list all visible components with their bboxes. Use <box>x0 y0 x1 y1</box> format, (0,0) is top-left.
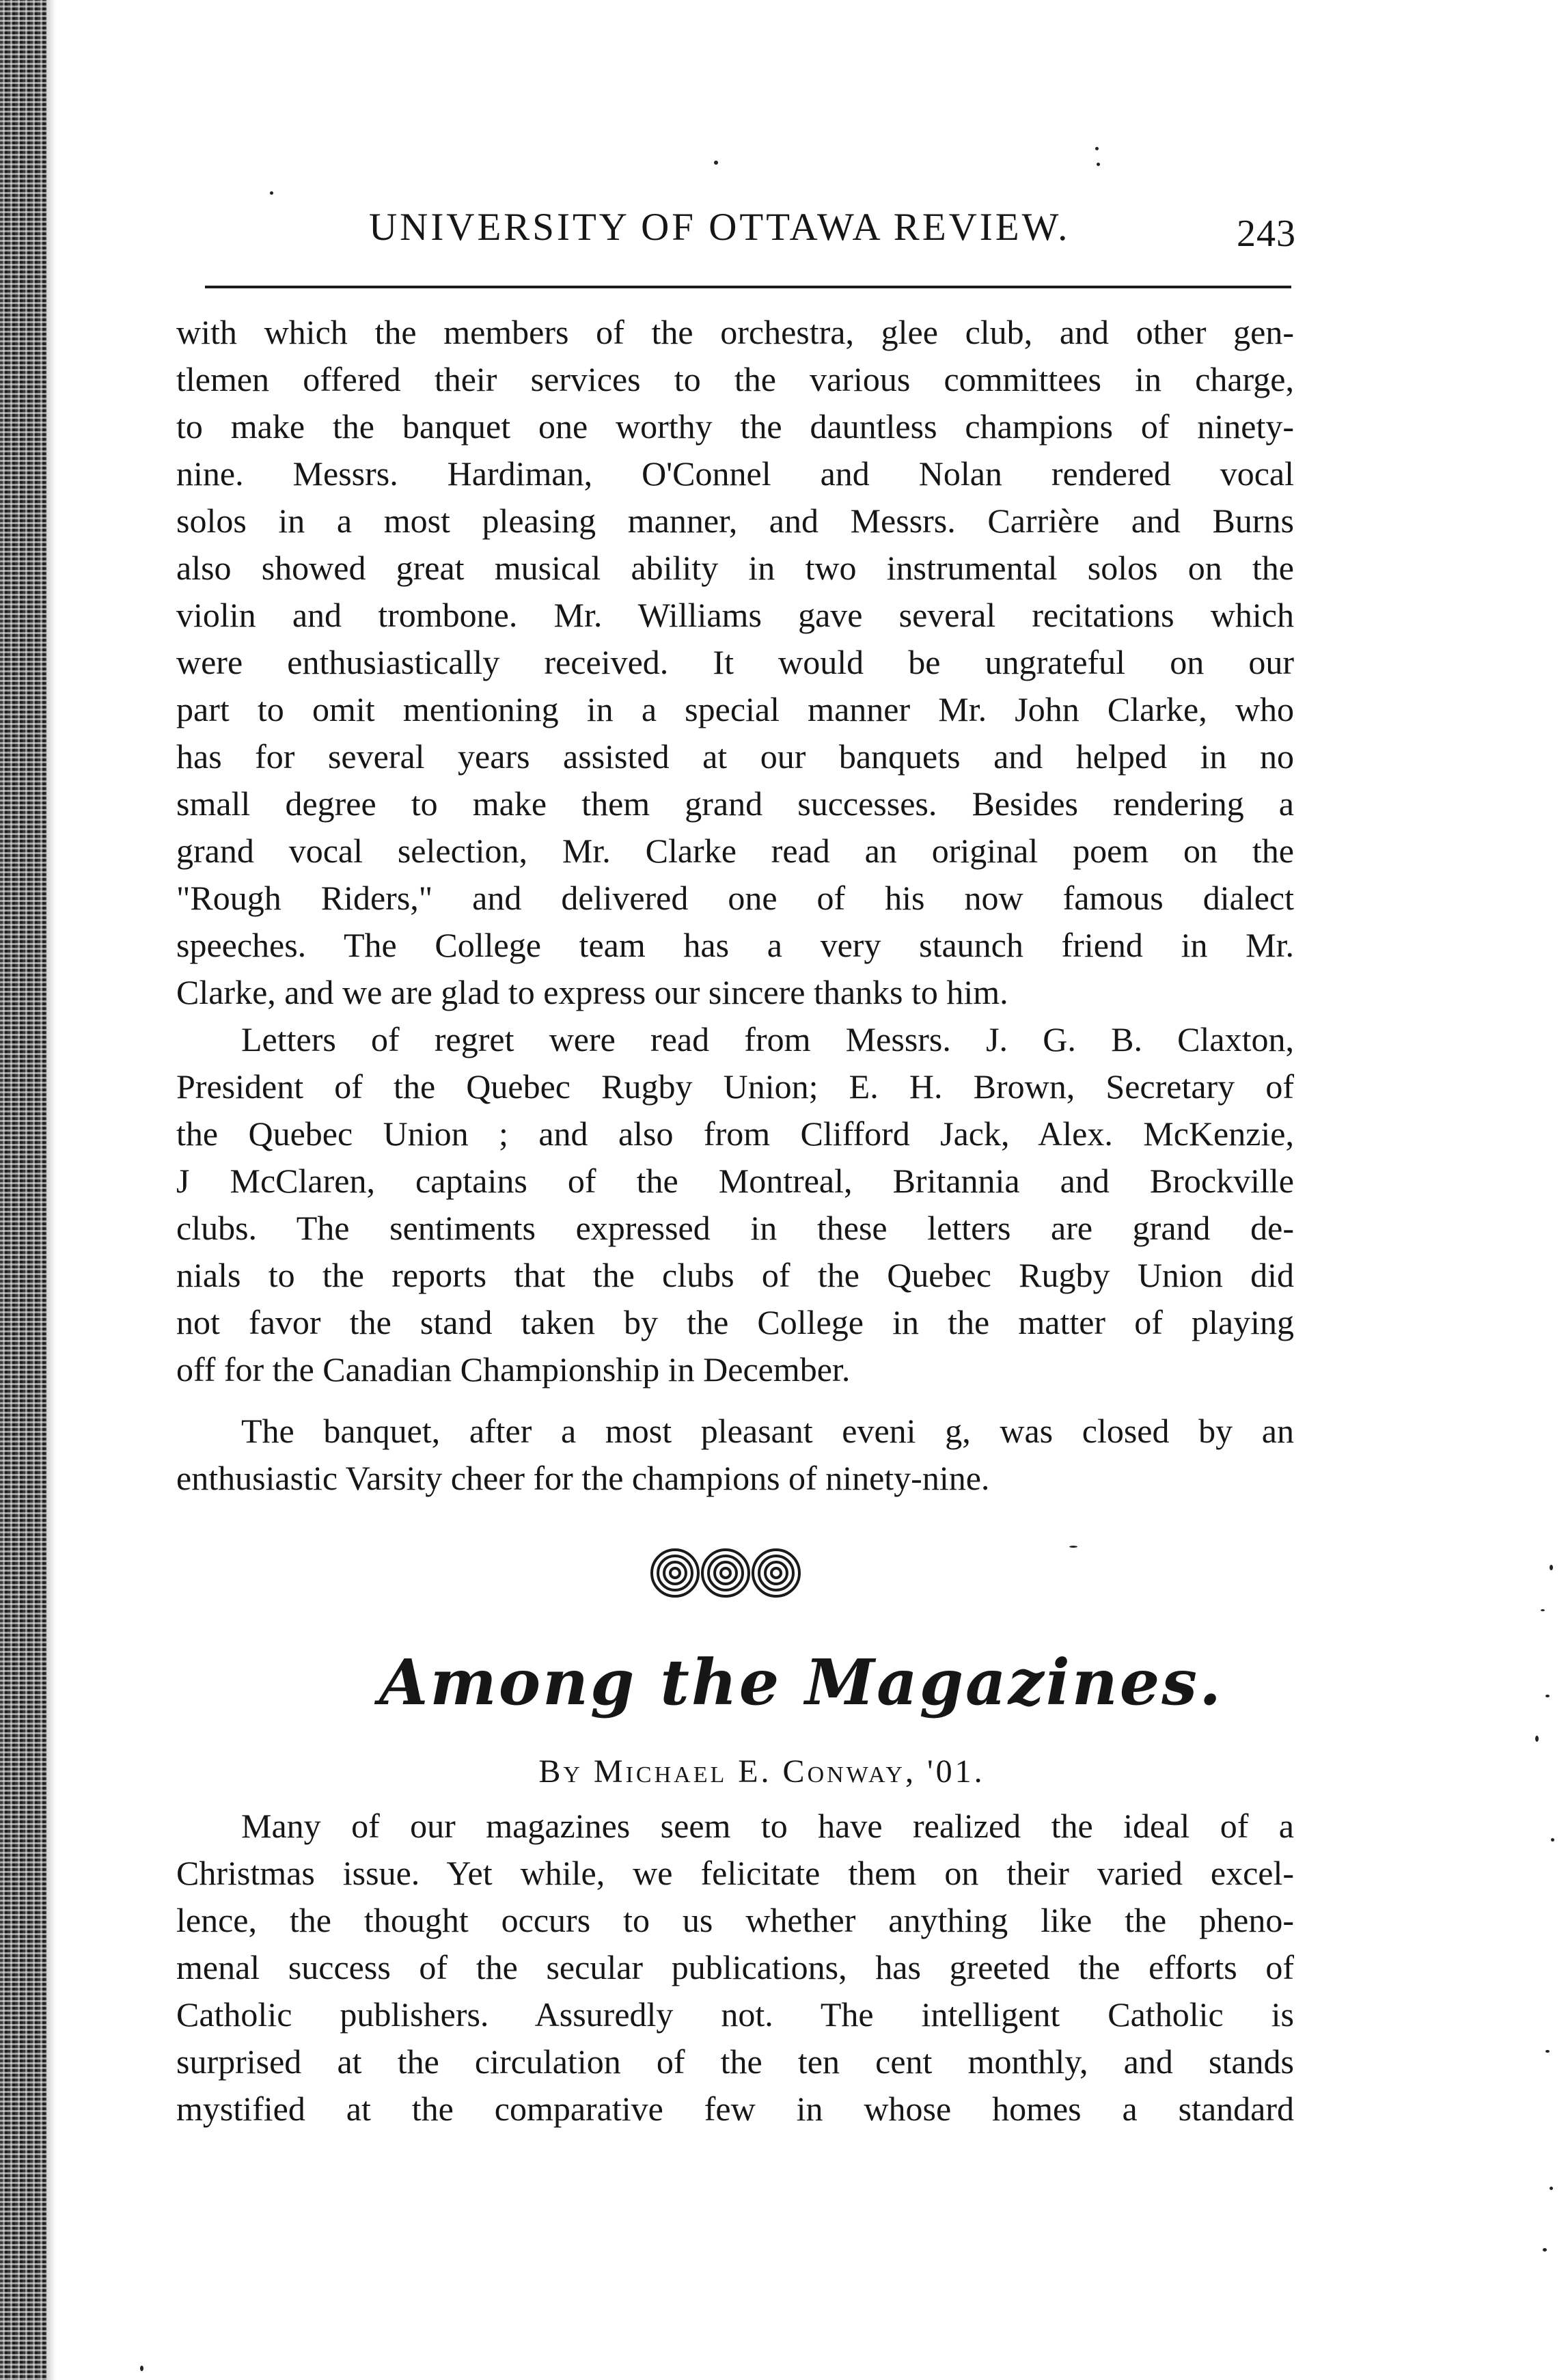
text-line: nine. Messrs. Hardiman, O'Connel and Nolan rendered vocal <box>176 454 1294 493</box>
text-line: J McClaren, captains of the Montreal, Britannia and Brockville <box>176 1162 1294 1200</box>
scan-speck <box>1543 2248 1547 2252</box>
text-line: The banquet, after a most pleasant eveni g, was closed by an <box>241 1412 1294 1450</box>
scan-speck <box>270 191 273 195</box>
text-line: Clarke, and we are glad to express our sincere thanks to him. <box>176 973 1008 1011</box>
scan-speck <box>1535 1736 1539 1742</box>
text-line: mystified at the comparative few in whose homes a standard <box>176 2090 1294 2128</box>
scan-speck <box>1550 2187 1553 2190</box>
scan-speck <box>1550 1565 1553 1570</box>
scan-speck <box>1095 147 1099 150</box>
scan-speck <box>714 161 718 165</box>
text-line: the Quebec Union ; and also from Clifford Jack, Alex. McKenzie, <box>176 1114 1294 1153</box>
paragraph-letters-of-regret <box>176 1016 1294 1393</box>
text-line: grand vocal selection, Mr. Clarke read an original poem on the <box>176 832 1294 870</box>
text-line: enthusiastic Varsity cheer for the champions of ninety-nine. <box>176 1459 990 1497</box>
scan-speck <box>1097 163 1100 166</box>
section-byline: By Michael E. Conway, '01. <box>538 1753 985 1790</box>
text-line: lence, the thought occurs to us whether anything like the pheno- <box>176 1901 1294 1939</box>
text-line: President of the Quebec Rugby Union; E. H. Brown, Secretary of <box>176 1067 1294 1106</box>
text-line: menal success of the secular publications, has greeted the efforts of <box>176 1948 1294 1986</box>
running-head-title: UNIVERSITY OF OTTAWA REVIEW. <box>369 206 1071 249</box>
header-rule <box>205 286 1291 288</box>
text-line: not favor the stand taken by the College in the matter of playing <box>176 1303 1294 1341</box>
section-title: Among the Magazines. <box>379 1645 1224 1719</box>
text-line: violin and trombone. Mr. Williams gave several recitations which <box>176 596 1294 634</box>
paragraph-banquet-close <box>176 1408 1294 1502</box>
text-line: off for the Canadian Championship in December. <box>176 1350 851 1389</box>
text-line: to make the banquet one worthy the dauntless champions of ninety- <box>176 407 1294 446</box>
scan-speck <box>1545 2050 1550 2053</box>
text-line: surprised at the circulation of the ten cent monthly, and stands <box>176 2042 1294 2081</box>
paragraph-banquet-performers <box>176 309 1294 1016</box>
scan-speck <box>140 2366 143 2371</box>
binding-shadow <box>46 0 56 2380</box>
scan-speck <box>1069 1546 1077 1548</box>
text-line: "Rough Riders," and delivered one of his now famous dialect <box>176 879 1294 917</box>
text-line: Letters of regret were read from Messrs. J. G. B. Claxton, <box>241 1020 1294 1058</box>
text-line: part to omit mentioning in a special manner Mr. John Clarke, who <box>176 690 1294 728</box>
scanned-binding-edge <box>0 0 46 2380</box>
scan-speck <box>1541 1609 1545 1611</box>
text-line: speeches. The College team has a very staunch friend in Mr. <box>176 926 1294 964</box>
spiral-ornament-icon <box>649 1546 803 1600</box>
text-line: small degree to make them grand successes. Besides rendering a <box>176 784 1294 823</box>
paragraph-magazines-intro <box>176 1803 1294 2133</box>
scan-speck <box>1545 1695 1550 1697</box>
text-line: Christmas issue. Yet while, we felicitate them on their varied excel- <box>176 1854 1294 1892</box>
text-line: Catholic publishers. Assuredly not. The intelligent Catholic is <box>176 1995 1294 2034</box>
text-line: has for several years assisted at our banquets and helped in no <box>176 737 1294 776</box>
text-line: nials to the reports that the clubs of the Quebec Rugby Union did <box>176 1256 1294 1294</box>
text-line: were enthusiastically received. It would be ungrateful on our <box>176 643 1294 681</box>
page-number: 243 <box>1237 213 1296 255</box>
text-line: with which the members of the orchestra, glee club, and other gen- <box>176 313 1294 351</box>
text-line: also showed great musical ability in two instrumental solos on the <box>176 549 1294 587</box>
scan-speck <box>1551 1838 1554 1842</box>
text-line: solos in a most pleasing manner, and Messrs. Carrière and Burns <box>176 502 1294 540</box>
text-line: Many of our magazines seem to have realized the ideal of a <box>241 1807 1294 1845</box>
text-line: clubs. The sentiments expressed in these letters are grand de- <box>176 1209 1294 1247</box>
text-line: tlemen offered their services to the various committees in charge, <box>176 360 1294 398</box>
